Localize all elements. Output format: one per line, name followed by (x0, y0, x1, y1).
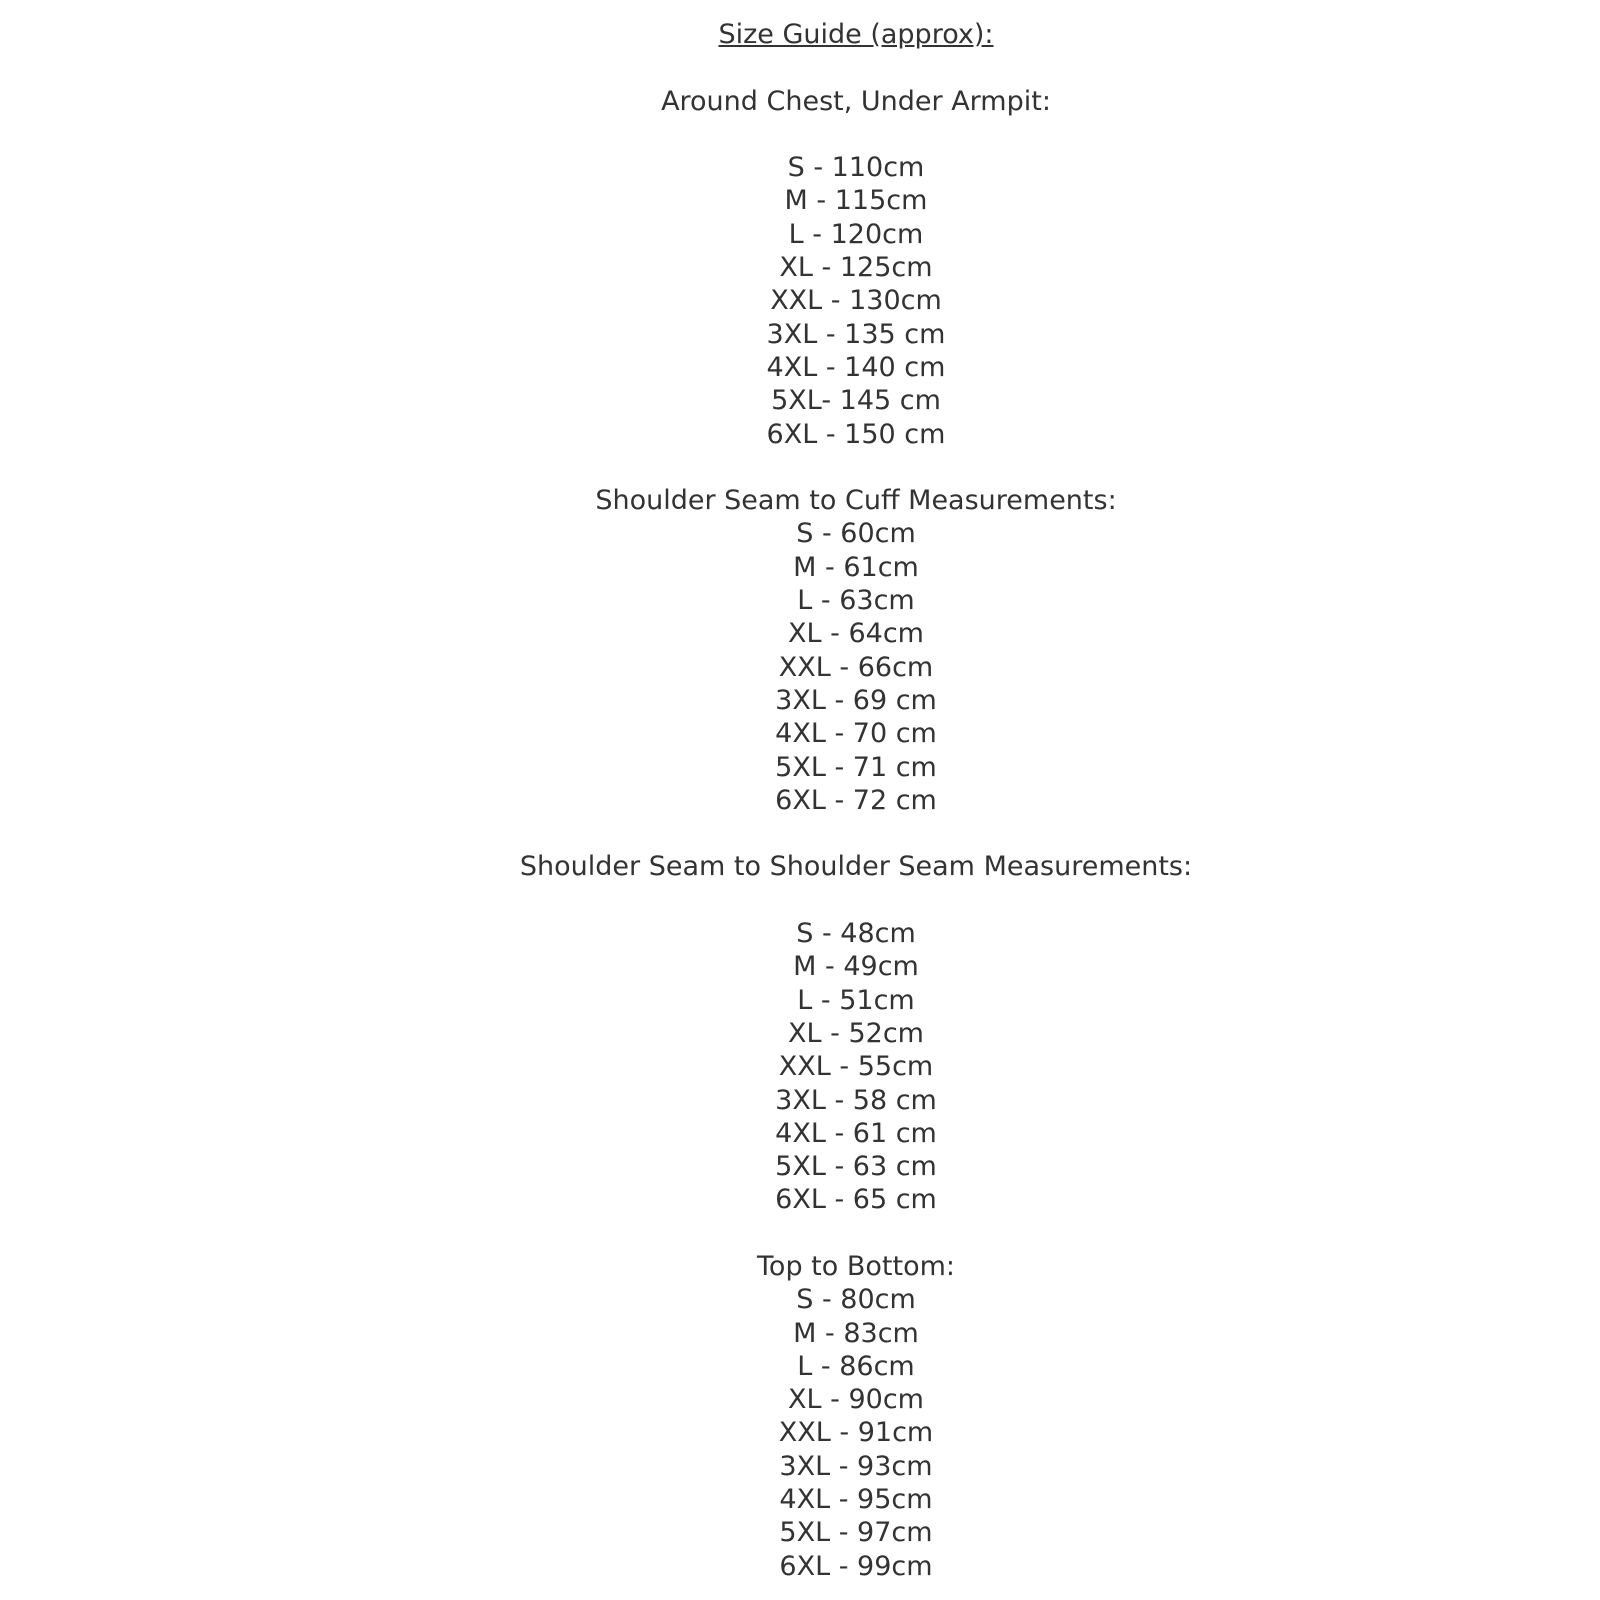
section-heading-shoulder: Shoulder Seam to Shoulder Seam Measurements: (519, 851, 1193, 883)
page-title (112, 18, 1600, 51)
size-row: XL - 52cm (788, 1017, 924, 1049)
size-row: S - 60cm (796, 518, 916, 550)
size-row: 3XL - 58 cm (775, 1084, 937, 1116)
section-heading-chest: Around Chest, Under Armpit: (661, 85, 1051, 117)
size-row: 5XL - 71 cm (775, 751, 937, 783)
size-row: M - 83cm (793, 1317, 919, 1349)
size-row: 5XL - 63 cm (775, 1151, 937, 1183)
section-heading-cuff: Shoulder Seam to Cuff Measurements: (595, 485, 1117, 517)
size-row: XXL - 55cm (778, 1051, 934, 1083)
size-row: L - 120cm (788, 218, 924, 250)
size-row: 3XL - 69 cm (775, 684, 937, 716)
size-row: XXL - 130cm (770, 285, 942, 317)
size-row: XXL - 66cm (778, 651, 934, 683)
size-row: 4XL - 140 cm (766, 351, 946, 383)
page-title-text: Size Guide (approx): (718, 19, 994, 50)
size-row: XL - 90cm (788, 1384, 924, 1416)
blank-line (112, 451, 1600, 484)
size-row: 5XL- 145 cm (771, 385, 941, 417)
size-row: S - 110cm (787, 152, 925, 184)
size-row: 3XL - 93cm (779, 1450, 933, 1482)
size-row: 4XL - 70 cm (775, 718, 937, 750)
size-row: S - 48cm (796, 918, 916, 950)
size-guide (112, 0, 1600, 1583)
size-row: 5XL - 97cm (779, 1517, 933, 1549)
size-row: 3XL - 135 cm (766, 318, 946, 350)
size-row: S - 80cm (796, 1284, 916, 1316)
blank-line (112, 118, 1600, 151)
size-row: XL - 64cm (788, 618, 924, 650)
size-row: 6XL - 65 cm (775, 1184, 937, 1216)
size-row: 4XL - 95cm (779, 1484, 933, 1516)
blank-line (112, 1217, 1600, 1250)
size-row: L - 86cm (797, 1350, 915, 1382)
size-row: 6XL - 99cm (779, 1550, 933, 1582)
blank-line (112, 51, 1600, 84)
blank-line (112, 817, 1600, 850)
size-row: 6XL - 72 cm (775, 784, 937, 816)
section-heading-length: Top to Bottom: (757, 1250, 955, 1282)
size-row: L - 63cm (797, 585, 915, 617)
size-row: M - 61cm (793, 551, 919, 583)
size-row: 4XL - 61 cm (775, 1117, 937, 1149)
blank-line (112, 884, 1600, 917)
size-row: 6XL - 150 cm (766, 418, 946, 450)
size-row: XL - 125cm (779, 252, 933, 284)
size-row: M - 115cm (784, 185, 928, 217)
size-row: M - 49cm (793, 951, 919, 983)
size-row: XXL - 91cm (778, 1417, 934, 1449)
size-row: L - 51cm (797, 984, 915, 1016)
